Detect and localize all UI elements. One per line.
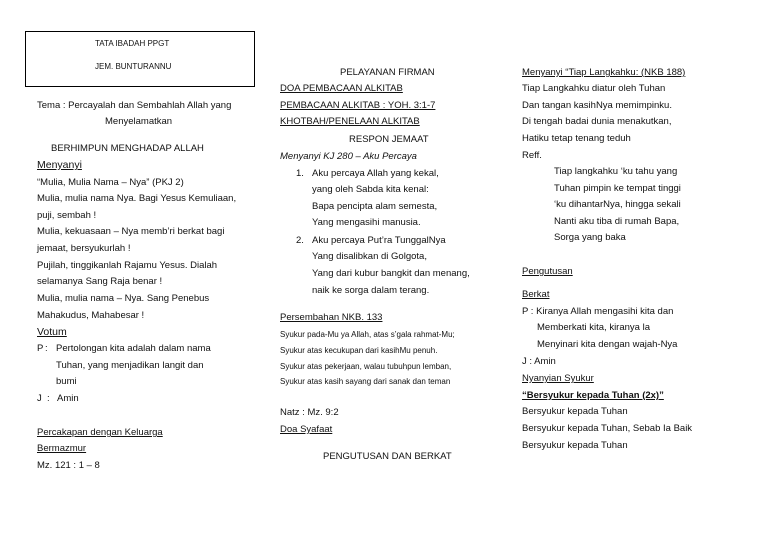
- bermazmur-heading: Bermazmur: [37, 443, 87, 454]
- theme-line-2: Menyelamatkan: [105, 116, 173, 127]
- pengutusan-heading: Pengutusan: [522, 266, 573, 277]
- verse-2-line-3: Yang dari kubur bangkit dan menang,: [312, 268, 470, 279]
- votum-p-line-3: bumi: [56, 376, 77, 387]
- verse-1-line-2: yang oleh Sabda kita kenal:: [312, 184, 429, 195]
- song-line-6: Pujilah, tinggikanlah Rajamu Yesus. Dialah: [37, 260, 218, 271]
- pembacaan-alkitab: PEMBACAAN ALKITAB : YOH. 3:1-7: [280, 100, 436, 111]
- nyanyian-syukur: Nyanyian Syukur: [522, 373, 594, 384]
- berkat-line-4: J : Amin: [522, 356, 556, 367]
- header-church: JEM. BUNTURANNU: [95, 62, 172, 71]
- persembahan-line-1: Syukur pada-Mu ya Allah, atas s’gala rahmat-Mu;: [280, 330, 455, 339]
- reff-line-3: ‘ku dihantarNya, hingga sekali: [554, 199, 681, 210]
- verse-2-line-4: naik ke sorga dalam terang.: [312, 285, 430, 296]
- doa-syafaat: Doa Syafaat: [280, 424, 333, 435]
- section-berhimpun: BERHIMPUN MENGHADAP ALLAH: [51, 143, 204, 154]
- song-line-5: jemaat, bersyukurlah !: [37, 243, 131, 254]
- song-line-7: selamanya Sang Raja benar !: [37, 276, 163, 287]
- respon-jemaat: RESPON JEMAAT: [349, 134, 429, 145]
- berkat-line-1: P : Kiranya Allah mengasihi kita dan: [522, 306, 674, 317]
- song-line-2: Mulia, mulia nama Nya. Bagi Yesus Kemuliaan,: [37, 193, 237, 204]
- langkah-line-2: Dan tangan kasihNya memimpinku.: [522, 100, 672, 111]
- langkah-line-3: Di tengah badai dunia menakutkan,: [522, 116, 672, 127]
- natz: Natz : Mz. 9:2: [280, 407, 339, 418]
- votum-j-label: J: [37, 393, 42, 404]
- reff-line-5: Sorga yang baka: [554, 232, 626, 243]
- reff-line-4: Nanti aku tiba di rumah Bapa,: [554, 216, 680, 227]
- persembahan-line-3: Syukur atas pekerjaan, walau tubuhpun lemban,: [280, 362, 452, 371]
- khotbah: KHOTBAH/PENELAAN ALKITAB: [280, 116, 420, 127]
- votum-colon-p: :: [45, 343, 48, 354]
- verse-1-line-3: Bapa pencipta alam semesta,: [312, 201, 438, 212]
- verse-1-number: 1.: [296, 168, 304, 179]
- syukur-line-1: Bersyukur kepada Tuhan: [522, 406, 628, 417]
- verse-1-line-4: Yang mengasihi manusia.: [312, 217, 421, 228]
- song-line-1: “Mulia, Mulia Nama – Nya” (PKJ 2): [37, 177, 184, 188]
- berkat-heading: Berkat: [522, 289, 550, 300]
- verse-2-line-1: Aku percaya Put’ra TunggalNya: [312, 235, 446, 246]
- verse-1-line-1: Aku percaya Allah yang kekal,: [312, 168, 439, 179]
- persembahan-line-2: Syukur atas kecukupan dari kasihMu penuh.: [280, 346, 438, 355]
- song-line-9: Mahakudus, Mahabesar !: [37, 310, 145, 321]
- reff-line-2: Tuhan pimpin ke tempat tinggi: [554, 183, 681, 194]
- header-title: TATA IBADAH PPGT: [95, 39, 170, 48]
- persembahan-line-4: Syukur atas kasih sayang dari sanak dan teman: [280, 377, 451, 386]
- langkah-line-4: Hatiku tetap tenang teduh: [522, 133, 631, 144]
- song-line-8: Mulia, mulia nama – Nya. Sang Penebus: [37, 293, 210, 304]
- percakapan-heading: Percakapan dengan Keluarga: [37, 427, 163, 438]
- langkah-line-1: Tiap Langkahku diatur oleh Tuhan: [522, 83, 666, 94]
- syukur-line-2: Bersyukur kepada Tuhan, Sebab Ia Baik: [522, 423, 693, 434]
- doa-pembacaan: DOA PEMBACAAN ALKITAB: [280, 83, 403, 94]
- song-line-3: puji, sembah !: [37, 210, 97, 221]
- mazmur-ref: Mz. 121 : 1 – 8: [37, 460, 100, 471]
- berkat-line-3: Menyinari kita dengan wajah-Nya: [537, 339, 678, 350]
- menyanyi-heading: Menyanyi: [37, 159, 82, 171]
- votum-heading: Votum: [37, 326, 67, 338]
- theme-line-1: Tema : Percayalah dan Sembahlah Allah yang: [37, 100, 232, 111]
- persembahan-heading: Persembahan NKB. 133: [280, 312, 383, 323]
- syukur-title: “Bersyukur kepada Tuhan (2x)”: [522, 390, 664, 401]
- reff-label: Reff.: [522, 150, 542, 161]
- pelayanan-firman: PELAYANAN FIRMAN: [340, 67, 435, 78]
- kj-song-title: Menyanyi KJ 280 – Aku Percaya: [280, 151, 417, 162]
- votum-p-line-2: Tuhan, yang menjadikan langit dan: [56, 360, 204, 371]
- votum-colon-j: :: [47, 393, 50, 404]
- verse-2-line-2: Yang disalibkan di Golgota,: [312, 251, 427, 262]
- votum-p-label: P: [37, 343, 44, 354]
- berkat-line-2: Memberkati kita, kiranya la: [537, 322, 650, 333]
- votum-j-text: Amin: [57, 393, 79, 404]
- verse-2-number: 2.: [296, 235, 304, 246]
- votum-p-line-1: Pertolongan kita adalah dalam nama: [56, 343, 211, 354]
- tiap-langkahku-heading: Menyanyi “Tiap Langkahku: (NKB 188): [522, 67, 686, 78]
- song-line-4: Mulia, kekuasaan – Nya memb’ri berkat bagi: [37, 226, 225, 237]
- syukur-line-3: Bersyukur kepada Tuhan: [522, 440, 628, 451]
- pengutusan-dan-berkat: PENGUTUSAN DAN BERKAT: [323, 451, 452, 462]
- reff-line-1: Tiap langkahku ‘ku tahu yang: [554, 166, 678, 177]
